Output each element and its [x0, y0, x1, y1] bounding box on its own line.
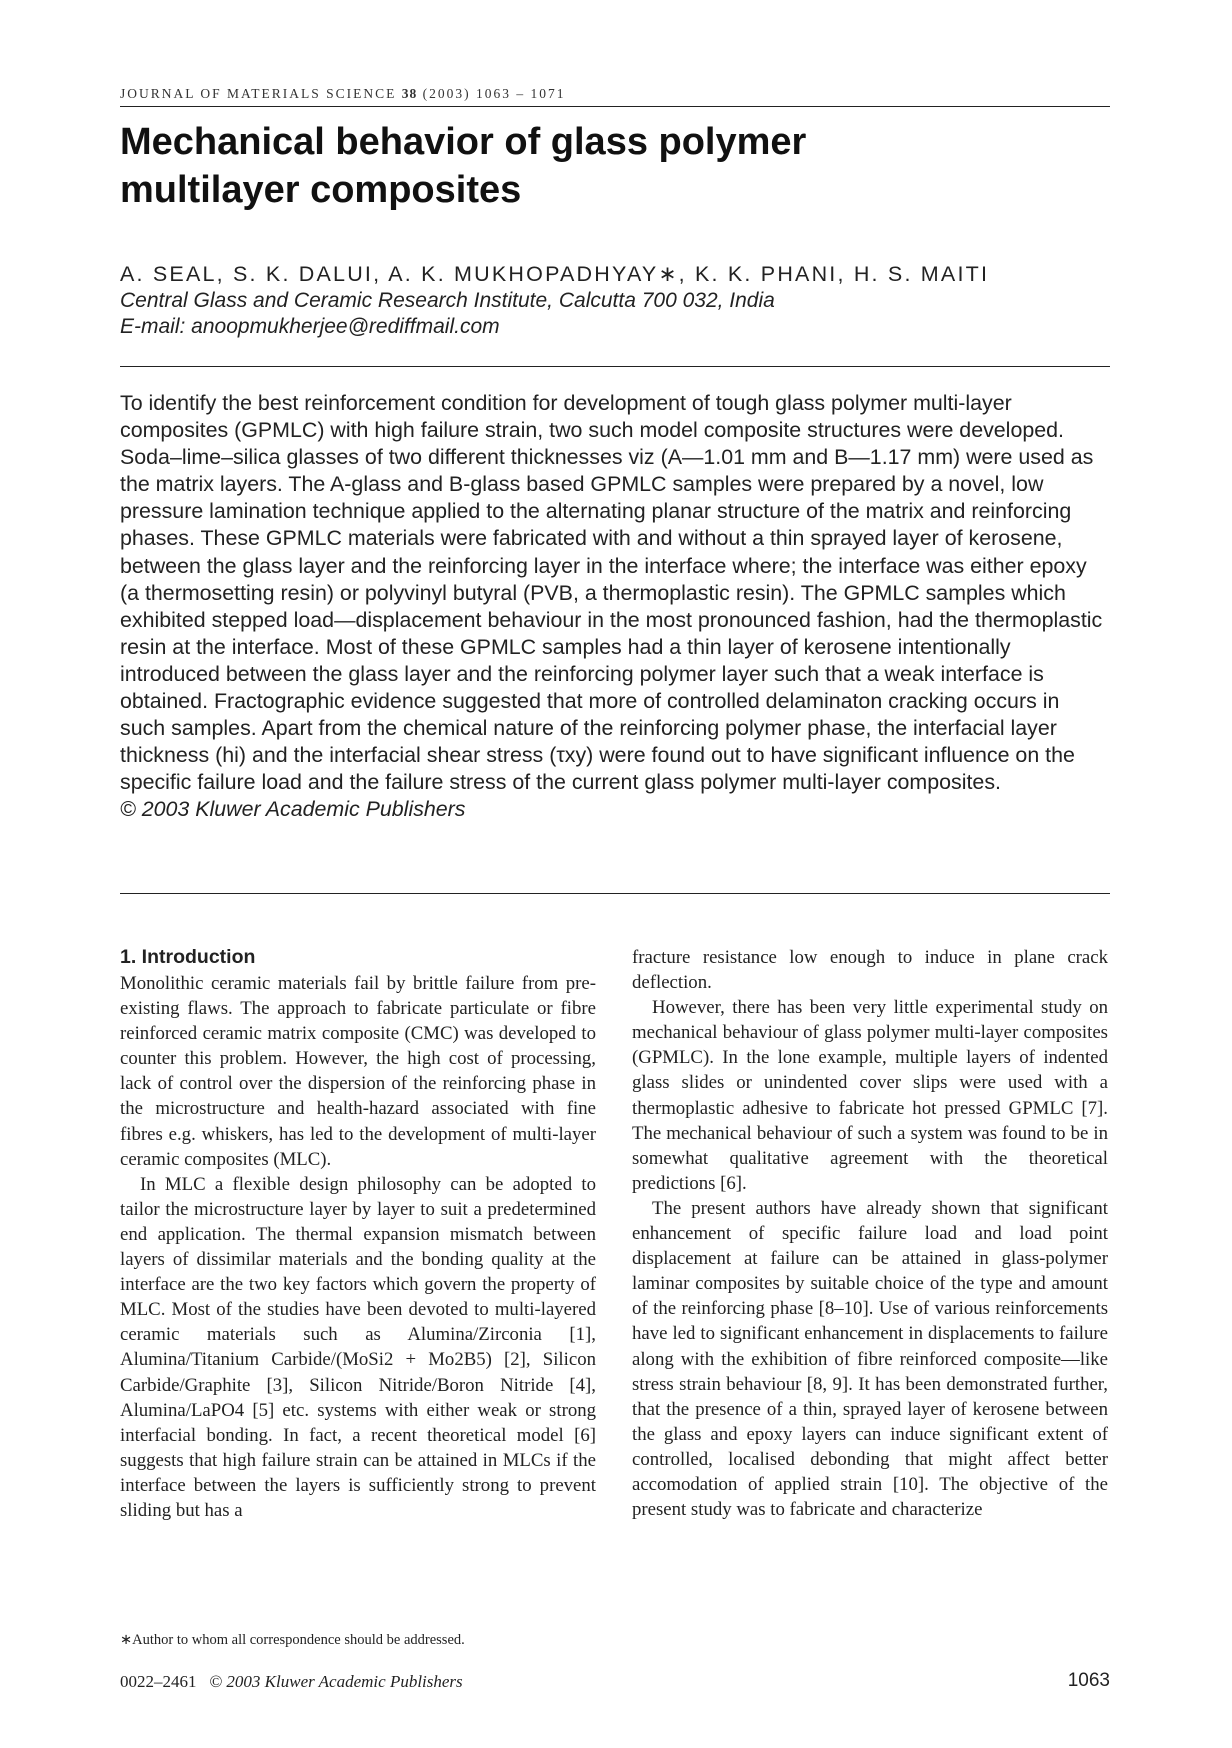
issn: 0022–2461	[120, 1672, 197, 1691]
paragraph: Monolithic ceramic materials fail by brittle failure from pre-existing flaws. The approach to fabricate particulate or fibre reinforced ceramic matrix composite (CMC) was developed to counter this problem. However, the high cost of processing, lack of control over the dispersion of the reinforcing phase in the microstructure and health-hazard associated with fine fibres e.g. whiskers, has led to the development of multi-layer ceramic composites (MLC).	[120, 973, 596, 1170]
title-line-1: Mechanical behavior of glass polymer	[120, 121, 807, 163]
paragraph: However, there has been very little experimental study on mechanical behaviour of glass polymer multi-layer composites (GPMLC). In the lone example, multiple layers of indented glass slides or unindented cover slips were used with a thermoplastic adhesive to fabricate hot pressed GPMLC [7]. The mechanical behaviour of such a system was found to be in somewhat qualitative agreement with the theoretical predictions [6].	[632, 997, 1108, 1194]
footer-issn-publisher	[120, 1672, 463, 1692]
title-line-2: multilayer composites	[120, 169, 522, 211]
footer-publisher: © 2003 Kluwer Academic Publishers	[209, 1672, 463, 1691]
affiliation: Central Glass and Ceramic Research Institute, Calcutta 700 032, India	[120, 289, 775, 312]
abstract-top-rule	[120, 366, 1110, 367]
author-list: A. SEAL, S. K. DALUI, A. K. MUKHOPADHYAY∗, K. K. PHANI, H. S. MAITI	[120, 262, 990, 286]
journal-volume: 38	[401, 86, 418, 101]
left-column	[120, 945, 596, 1523]
paragraph: The present authors have already shown that significant enhancement of specific failure load and load point displacement at failure can be attained in glass-polymer laminar composites by suitable choice of the type and amount of the reinforcing phase [8–10]. Use of various reinforcements have led to significant enhancement in displacements to failure along with the exhibition of fibre reinforced composite—like stress strain behaviour [8, 9]. It has been demonstrated further, that the presence of a thin, sprayed layer of kerosene between the glass and epoxy layers can induce significant extent of controlled, localised debonding that might affect better accomodation of applied strain [10]. The objective of the present study was to fabricate and characterize	[632, 1197, 1108, 1521]
footnote: ∗Author to whom all correspondence should be addressed.	[120, 1632, 465, 1648]
section-heading: 1. Introduction	[120, 946, 256, 968]
paragraph: fracture resistance low enough to induce in plane crack deflection.	[632, 947, 1108, 994]
email: E-mail: anoopmukherjee@rediffmail.com	[120, 315, 500, 338]
paragraph: In MLC a flexible design philosophy can be adopted to tailor the microstructure layer by layer to suit a predetermined end application. The thermal expansion mismatch between layers of dissimilar materials and the bonding quality at the interface are the two key factors which govern the property of MLC. Most of the studies have been devoted to multi-layered ceramic materials such as Alumina/Zirconia [1], Alumina/Titanium Carbide/(MoSi2 + Mo2B5) [2], Silicon Carbide/Graphite [3], Silicon Nitride/Boron Nitride [4], Alumina/LaPO4 [5] etc. systems with either weak or strong interfacial bonding. In fact, a recent theoretical model [6] suggests that high failure strain can be attained in MLCs if the interface between the layers is sufficiently strong to prevent sliding but has a	[120, 1173, 596, 1521]
journal-name: JOURNAL OF MATERIALS SCIENCE	[120, 86, 397, 101]
page-number: 1063	[1067, 1670, 1110, 1691]
abstract-text: To identify the best reinforcement condition for development of tough glass polymer multi-layer composites (GPMLC) with high failure strain, two such model composite structures were developed. Soda–lime–silica glasses of two different thicknesses viz (A—1.01 mm and B—1.17 mm) were used as the matrix layers. The A-glass and B-glass based GPMLC samples were prepared by a novel, low pressure lamination technique applied to the alternating planar structure of the matrix and reinforcing phases. These GPMLC materials were fabricated with and without a thin sprayed layer of kerosene, between the glass layer and the reinforcing layer in the interface where; the interface was either epoxy (a thermosetting resin) or polyvinyl butyral (PVB, a thermoplastic resin). The GPMLC samples which exhibited stepped load—displacement behaviour in the most pronounced fashion, had the thermoplastic resin at the interface. Most of these GPMLC samples had a thin layer of kerosene intentionally introduced between the glass layer and the reinforcing polymer layer such that a weak interface is obtained. Fractographic evidence suggested that more of controlled delaminaton cracking occurs in such samples. Apart from the chemical nature of the reinforcing polymer phase, the interfacial layer thickness (hi) and the interfacial shear stress (τxy) were found out to have significant influence on the specific failure load and the failure stress of the current glass polymer multi-layer composites.	[120, 391, 1103, 795]
abstract	[120, 390, 1110, 824]
header-rule	[120, 106, 1110, 107]
paper-title	[120, 118, 1020, 214]
journal-year-pages: (2003) 1063 – 1071	[422, 86, 566, 101]
abstract-copyright: © 2003 Kluwer Academic Publishers	[120, 797, 466, 822]
journal-running-header	[120, 86, 1110, 102]
right-column	[632, 945, 1108, 1522]
abstract-bottom-rule	[120, 893, 1110, 894]
